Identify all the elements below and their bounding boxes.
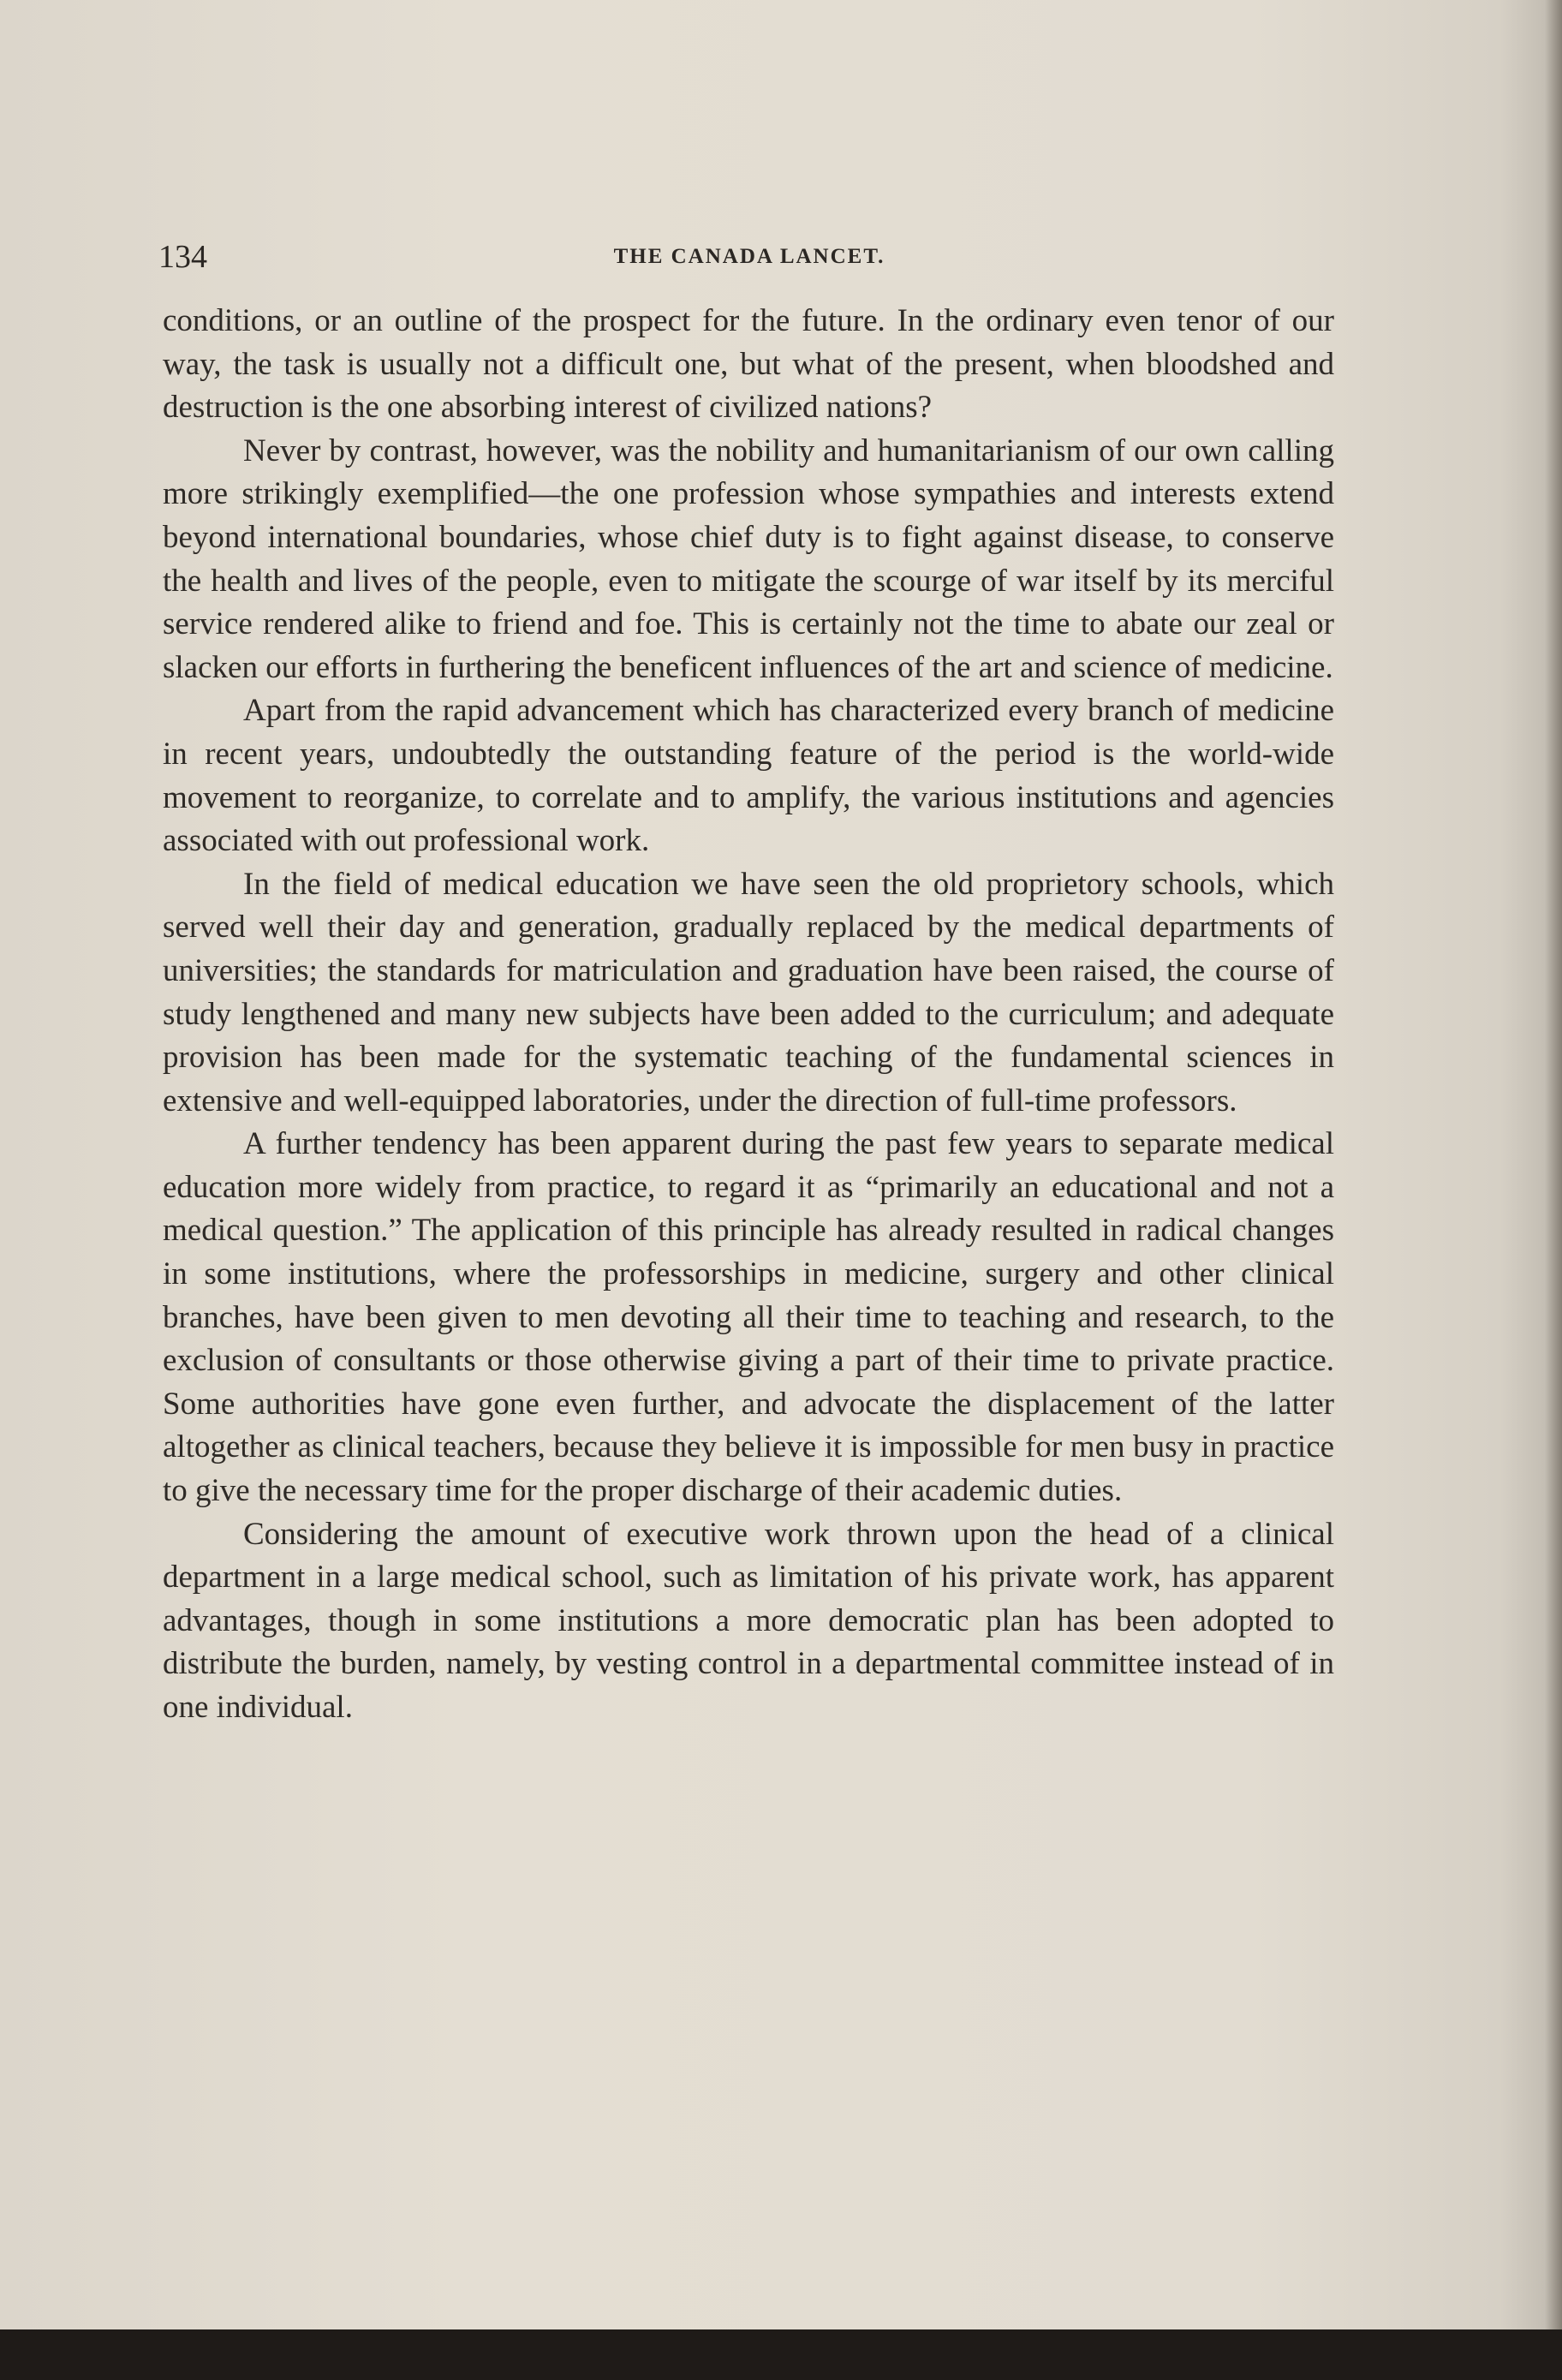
paragraph: Never by contrast, however, was the nobility and humanitarianism of our own calling more strikingly exemplified—the one profession whose sympathies and interests extend beyond international boundaries, whose chief duty is to fight against disease, to conserve the health and lives of the people, even to mitigate the scourge of war itself by its merciful service rendered alike to friend and foe. This is certainly not the time to abate our zeal or slacken our efforts in furthering the beneficent influences of the art and science of medicine.: [163, 432, 1334, 685]
page-header: [158, 238, 1340, 281]
paragraph-continued: conditions, or an outline of the prospect for the future. In the ordinary even tenor of our way, the task is usually not a difficult one, but what of the present, when bloodshed and destruction is the one absorbing interest of civilized nations?: [163, 303, 1334, 426]
scan-background-strip: [0, 2329, 1562, 2380]
running-title: THE CANADA LANCET.: [613, 245, 885, 268]
page-edge-shadow: [1545, 0, 1562, 2329]
paragraph: In the field of medical education we have seen the old proprietory schools, which served well their day and generation, gradually replaced by the medical departments of universities; the standards for matriculation and graduation have been raised, the course of study lengthened and many new subjects have been added to the curriculum; and adequate provision has been made for the systematic teaching of the fundamental sciences in extensive and well-equipped laboratories, under the direction of full-time professors.: [163, 866, 1334, 1118]
paragraph: Apart from the rapid advancement which has characterized every branch of medicine in recent years, undoubtedly the outstanding feature of the period is the world-wide movement to reorganize, to correlate and to amplify, the various institutions and agencies associated with out professional work.: [163, 693, 1334, 859]
page-number: 134: [158, 239, 207, 275]
paragraph: A further tendency has been apparent during the past few years to separate medical education more widely from practice, to regard it as “primarily an educational and not a medical question.” The application of this principle has already resulted in radical changes in some institutions, where the professorships in medicine, surgery and other clinical branches, have been given to men devoting all their time to teaching and research, to the exclusion of consultants or those otherwise giving a part of their time to private practice. Some authorities have gone even further, and advocate the displacement of the latter altogether as clinical teachers, because they believe it is impossible for men busy in practice to give the necessary time for the proper discharge of their academic duties.: [163, 1126, 1334, 1509]
body-text: [163, 300, 1334, 1730]
paragraph: Considering the amount of executive work thrown upon the head of a clinical department in a large medical school, such as limitation of his private work, has apparent advantages, though in some institutions a more democratic plan has been adopted to distribute the burden, namely, by vesting control in a departmental committee instead of in one individual.: [163, 1516, 1334, 1725]
